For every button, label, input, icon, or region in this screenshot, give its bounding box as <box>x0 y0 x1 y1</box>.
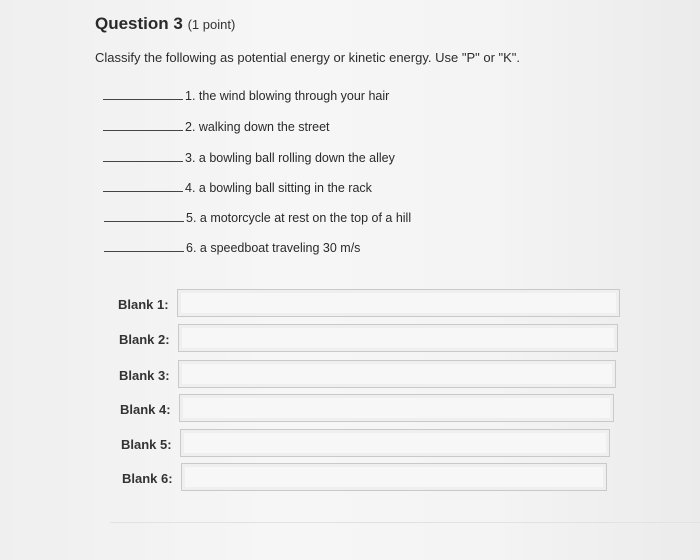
section-divider <box>110 522 700 523</box>
blank-2-input[interactable] <box>178 324 618 352</box>
answer-line <box>104 221 184 222</box>
list-item <box>103 151 395 169</box>
answer-line <box>103 161 183 162</box>
blank-1-input[interactable] <box>177 289 620 317</box>
answer-line <box>104 251 184 252</box>
blank-label: Blank 1: <box>118 297 169 312</box>
list-item-text: 2. walking down the street <box>185 120 330 134</box>
list-item-text: 1. the wind blowing through your hair <box>185 89 390 103</box>
list-item <box>104 211 411 229</box>
list-item <box>103 181 372 199</box>
list-item <box>103 120 330 138</box>
blank-4-input[interactable] <box>179 394 614 422</box>
question-title <box>95 14 235 34</box>
blank-3-input[interactable] <box>178 360 616 388</box>
blank-label: Blank 3: <box>119 368 170 383</box>
blank-label: Blank 5: <box>121 437 172 452</box>
question-points: (1 point) <box>187 17 236 32</box>
answer-line <box>103 130 183 131</box>
question-instructions: Classify the following as potential energy or kinetic energy. Use "P" or "K". <box>95 50 521 65</box>
blank-6-input[interactable] <box>181 463 607 491</box>
blank-label: Blank 2: <box>119 332 170 347</box>
list-item <box>104 241 360 259</box>
blank-5-input[interactable] <box>180 429 610 457</box>
answer-line <box>103 191 183 192</box>
list-item <box>103 89 389 107</box>
question-title-text: Question 3 <box>95 14 183 33</box>
list-item-text: 4. a bowling ball sitting in the rack <box>185 181 372 195</box>
answer-line <box>103 99 183 100</box>
blank-label: Blank 6: <box>122 471 173 486</box>
list-item-text: 6. a speedboat traveling 30 m/s <box>186 241 361 255</box>
list-item-text: 5. a motorcycle at rest on the top of a hill <box>186 211 412 225</box>
list-item-text: 3. a bowling ball rolling down the alley <box>185 151 395 165</box>
blank-label: Blank 4: <box>120 402 171 417</box>
